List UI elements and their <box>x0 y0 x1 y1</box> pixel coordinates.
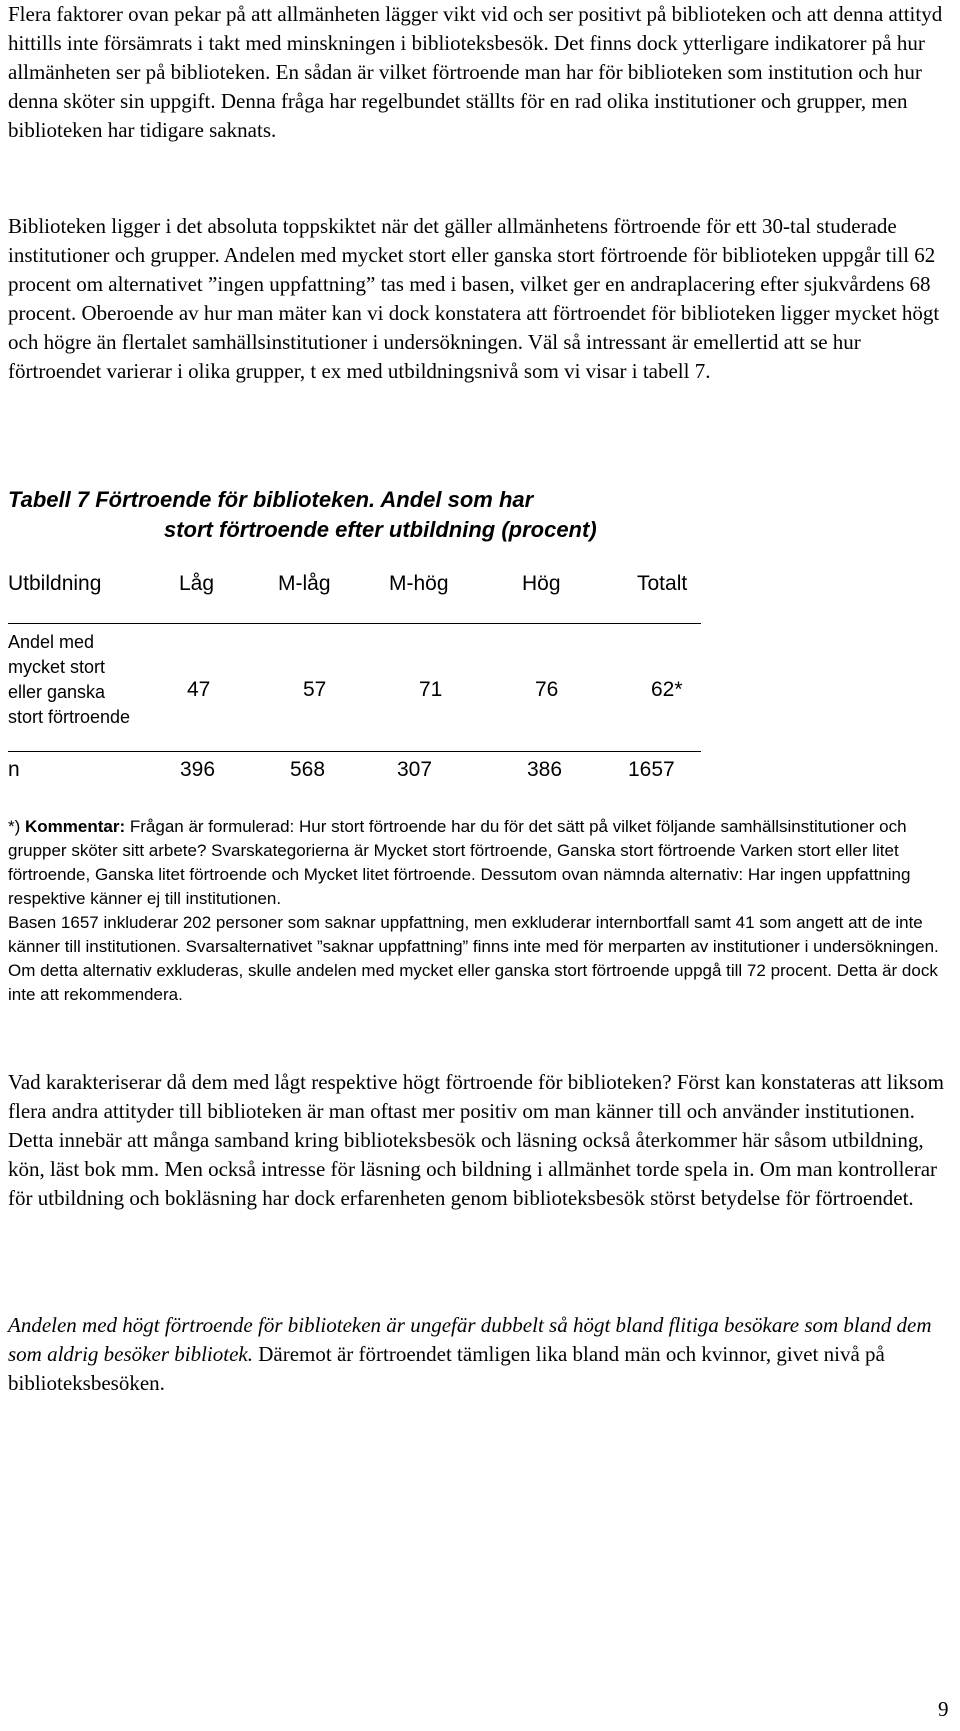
row-label-line: mycket stort <box>8 657 106 677</box>
table-n-label: n <box>8 758 20 781</box>
table-header-m-lag: M-låg <box>278 572 331 595</box>
paragraph-characteristics: Vad karakteriserar då dem med lågt respektive högt förtroende för biblioteken? Först kan konstateras att liksom flera andra attityder till biblioteken är man oftast mer positiv om man känner till och använder institutionen. Detta innebär att många samband kring biblioteksbesök och läsning också återkommer här såsom utbildning, kön, läst bok mm. Men också intresse för läsning och bildning i allmänhet torde spela in. Om man kontrollerar för utbildning och bokläsning har dock erfarenheten genom biblioteksbesök störst betydelse för förtroendet. <box>8 1070 944 1210</box>
table-cell-hog: 76 <box>535 678 559 701</box>
table-title-line1: Tabell 7 Förtroende för biblioteken. Andel som har <box>8 487 534 512</box>
table-cell-lag: 47 <box>187 678 211 701</box>
table-title-line2: stort förtroende efter utbildning (procent) <box>164 517 597 542</box>
page-number: 9 <box>938 1697 949 1721</box>
table-header-hog: Hög <box>522 572 561 595</box>
table-header-lag: Låg <box>179 572 215 595</box>
row-label-line: Andel med <box>8 632 95 652</box>
table-n-lag: 396 <box>180 758 216 781</box>
table-footnote <box>8 815 953 1007</box>
footnote-comment <box>8 815 953 911</box>
table-n-m-lag: 568 <box>290 758 326 781</box>
row-label-line: stort förtroende <box>8 707 131 727</box>
paragraph-summary <box>8 1311 953 1398</box>
table-header-m-hog: M-hög <box>389 572 449 595</box>
table-cell-totalt: 62* <box>651 678 683 701</box>
table-n-m-hog: 307 <box>397 758 433 781</box>
summary-rest: Däremot är förtroendet tämligen lika bland män och kvinnor, givet nivå på biblioteksbesöken. <box>8 1342 885 1395</box>
table-cell-m-hog: 71 <box>419 678 443 701</box>
footnote-text: Frågan är formulerad: Hur stort förtroende har du för det sätt på vilket följande samhällsinstitutioner och grupper sköter sitt arbete? Svarskategorierna är Mycket stort förtroende, Ganska stort förtroende Varken stort eller litet förtroende, Ganska litet förtroende och Mycket litet förtroende. Dessutom ovan nämnda alternativ: Har ingen uppfattning respektive känner ej till institutionen. <box>8 817 911 908</box>
table-n-hog: 386 <box>527 758 563 781</box>
table-header-utbildning: Utbildning <box>8 572 102 595</box>
paragraph-trust-ranking: Biblioteken ligger i det absoluta toppskiktet när det gäller allmänhetens förtroende för ett 30-tal studerade institutioner och grupper. Andelen med mycket stort eller ganska stort förtroende för biblioteken uppgår till 62 procent om alternativet ”ingen uppfattning” tas med i basen, vilket ger en andraplacering efter sjukvårdens 68 procent. Oberoende av hur man mäter kan vi dock konstatera att förtroendet för biblioteken ligger mycket högt och högre än flertalet samhällsinstitutioner i undersökningen. Väl så intressant är emellertid att se hur förtroendet varierar i olika grupper, t ex med utbildningsnivå som vi visar i tabell 7. <box>8 214 940 383</box>
table-rule-bottom <box>8 751 701 752</box>
table-cell-m-lag: 57 <box>303 678 327 701</box>
table-row-label <box>8 630 130 730</box>
table-n-totalt: 1657 <box>628 758 675 781</box>
row-label-line: eller ganska <box>8 682 106 702</box>
table-header-totalt: Totalt <box>637 572 688 595</box>
summary-italic: Andelen med högt förtroende för biblioteken är ungefär dubbelt så högt bland flitiga besökare som bland dem som aldrig besöker bibliotek. <box>8 1313 932 1366</box>
table-rule-top <box>8 623 701 624</box>
footnote-marker: *) <box>8 817 21 836</box>
footnote-bold-label: Kommentar: <box>25 817 126 836</box>
paragraph-intro: Flera faktorer ovan pekar på att allmänheten lägger vikt vid och ser positivt på biblioteken och att denna attityd hittills inte försämrats i takt med minskningen i biblioteksbesök. Det finns dock ytterligare indikatorer på hur allmänheten ser på biblioteken. En sådan är vilket förtroende man har för biblioteken som institution och hur denna sköter sin uppgift. Denna fråga har regelbundet ställts för en rad olika institutioner och grupper, men biblioteken har tidigare saknats. <box>8 2 943 142</box>
footnote-base: Basen 1657 inkluderar 202 personer som saknar uppfattning, men exkluderar internbortfall samt 41 som angett att de inte känner till institutionen. Svarsalternativet ”saknar uppfattning” finns inte med för merparten av institutioner i undersökningen. Om detta alternativ exkluderas, skulle andelen med mycket eller ganska stort förtroende uppgå till 72 procent. Detta är dock inte att rekommendera. <box>8 913 939 1004</box>
